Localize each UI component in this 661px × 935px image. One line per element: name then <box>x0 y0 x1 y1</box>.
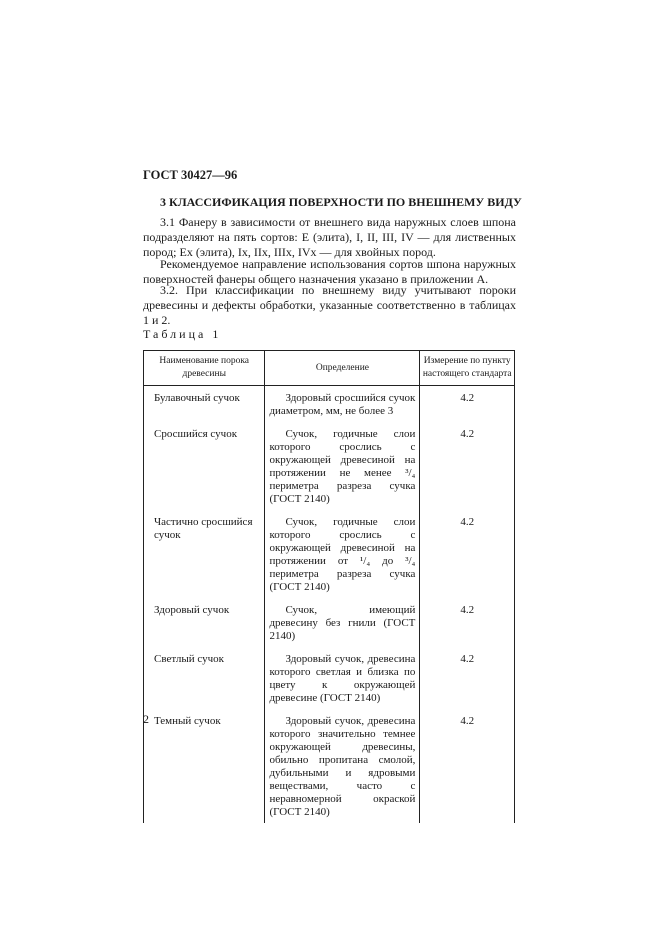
defect-clause: 4.2 <box>420 510 515 598</box>
defect-name: Светлый сучок <box>144 647 265 709</box>
table-header-row <box>144 351 515 386</box>
paragraph-3-2 <box>143 283 516 328</box>
paragraph-3-1 <box>143 215 516 260</box>
paragraph-text: Рекомендуемое направление использования сортов шпона наружных поверхностей фанеры общего назначения указано в приложении А. <box>143 257 516 286</box>
defect-definition: Здоровый сучок, древесина которого светлая и близка по цвету к окружающей древесине (ГОСТ 2140) <box>265 647 420 709</box>
table-caption: Таблица 1 <box>143 327 222 341</box>
defect-definition: Сучок, имеющий древесину без гнили (ГОСТ 2140) <box>265 598 420 647</box>
defect-clause: 4.2 <box>420 709 515 823</box>
header-clause: Измерение по пункту настоящего стандарта <box>420 351 515 386</box>
defect-clause: 4.2 <box>420 598 515 647</box>
document-header: ГОСТ 30427—96 <box>143 168 238 182</box>
defects-table <box>143 350 515 823</box>
defect-definition: Здоровый сросшийся сучок диаметром, мм, не более 3 <box>265 386 420 423</box>
table-row <box>144 386 515 423</box>
section-title: 3 КЛАССИФИКАЦИЯ ПОВЕРХНОСТИ ПО ВНЕШНЕМУ ВИДУ <box>160 195 522 209</box>
defect-definition: Сучок, годичные слои которого срослись с окружающей древесиной на протяжении от ¹/₄ до ³/₄ периметра разреза сучка (ГОСТ 2140) <box>265 510 420 598</box>
table-row <box>144 647 515 709</box>
table-row <box>144 510 515 598</box>
header-definition: Определение <box>265 351 420 386</box>
defect-name: Темный сучок <box>144 709 265 823</box>
defect-clause: 4.2 <box>420 647 515 709</box>
header-defect-name: Наименование порока древесины <box>144 351 265 386</box>
defect-name: Частично сросшийся сучок <box>144 510 265 598</box>
defect-name: Здоровый сучок <box>144 598 265 647</box>
defect-clause: 4.2 <box>420 422 515 510</box>
defect-clause: 4.2 <box>420 386 515 423</box>
paragraph-text: 3.2. При классификации по внешнему виду учитывают пороки древесины и дефекты обработки, указанные соответственно в таблицах 1 и 2. <box>143 283 516 327</box>
defect-name: Булавочный сучок <box>144 386 265 423</box>
table-row <box>144 709 515 823</box>
defect-name: Сросшийся сучок <box>144 422 265 510</box>
table-row <box>144 598 515 647</box>
page-number: 2 <box>143 712 149 726</box>
defect-definition: Здоровый сучок, древесина которого значительно темнее окружающей древесины, обильно пропитана смолой, дубильными и ядровыми веществами, часто с неравномерной окраской (ГОСТ 2140) <box>265 709 420 823</box>
defect-definition: Сучок, годичные слои которого срослись с окружающей древесиной на протяжении не менее ³/₄ периметра разреза сучка (ГОСТ 2140) <box>265 422 420 510</box>
table-row <box>144 422 515 510</box>
paragraph-text: 3.1 Фанеру в зависимости от внешнего вида наружных слоев шпона подразделяют на пять сортов: Е (элита), I, II, III, IV — для лиственных пород; Ех (элита), Iх, IIх, IIIх, IVх — для хвойных пород. <box>143 215 516 259</box>
